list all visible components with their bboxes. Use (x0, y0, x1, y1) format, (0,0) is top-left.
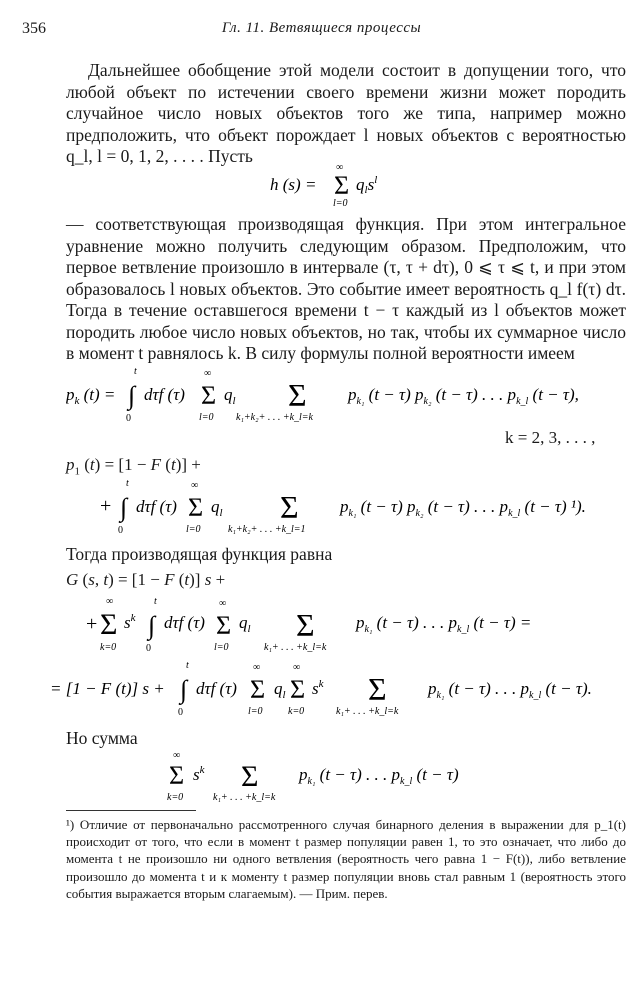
svg-text:= [1 − F (t)] s +: = [1 − F (t)] s + (50, 679, 165, 698)
svg-text:ql: $q_l$ (224, 385, 236, 407)
svg-text:pk₁ (t − τ) pk₂ (t − τ) . . .: $p_{k_1}$ (t − τ) $p_{k_2}$ (t − τ) . . . $p_{k\_l}$ (t − τ) ¹). (340, 497, 586, 519)
svg-text:Σ: Σ (188, 493, 204, 522)
equation-p1-line1: $p_1$ (t) = [1 − F (t)] + (66, 455, 201, 478)
svg-text:t: t (134, 366, 137, 377)
svg-text:t: t (154, 596, 157, 607)
svg-text:0: 0 (146, 643, 151, 654)
svg-text:∞: ∞ (219, 598, 227, 609)
svg-text:+: + (100, 495, 112, 517)
svg-text:Σ: Σ (201, 381, 217, 410)
equation-G-line2 (86, 594, 626, 656)
svg-text:dτf (τ): dτf (τ) (196, 679, 237, 698)
svg-text:∞: ∞ (173, 750, 181, 761)
svg-text:dτf (τ): dτf (τ) (144, 385, 185, 404)
svg-text:sk: $s^k$ (124, 612, 136, 632)
svg-text:k₁+k₂+ . . . +k_l=k: k₁+k₂+ . . . +k_l=k (236, 412, 313, 423)
svg-text:0: 0 (118, 525, 123, 536)
svg-text:Σ: Σ (288, 377, 307, 413)
page-number: 356 (22, 20, 46, 37)
svg-text:k₁+ . . . +k_l=k: k₁+ . . . +k_l=k (264, 642, 327, 653)
paragraph-4: Но сумма (66, 728, 138, 748)
svg-text:Σ: Σ (241, 760, 259, 793)
svg-text:Σ: Σ (280, 489, 299, 525)
svg-text:pk₁ (t − τ) pk₂ (t − τ) . . .: $p_{k_1}$ (t − τ) $p_{k_2}$ (t − τ) . . . $p_{k\_l}$ (t − τ), (348, 385, 579, 407)
paragraph-3: Тогда производящая функция равна (66, 544, 333, 564)
svg-text:∞: ∞ (253, 662, 261, 673)
svg-text:Σ: Σ (100, 608, 118, 641)
svg-text:+: + (86, 613, 98, 635)
equation-h (250, 160, 430, 210)
svg-text:∫: ∫ (180, 675, 188, 704)
svg-text:k₁+k₂+ . . . +k_l=1: k₁+k₂+ . . . +k_l=1 (228, 524, 306, 535)
svg-text:Σ: Σ (216, 611, 232, 640)
footnote: ¹) Отличие от первоначально рассмотренного случая бинарного деления в выражении для p_1(t) происходит от того, что если в момент t размер популяции равен 1, то это означает, что либо до момента t не произошло ни одного ветвления (вероятность чего равна 1 − F(t)), либо ветвление произошло до момента t и к моменту t размер популяции вновь стал равным 1 (вероятность этого события выражается вторым слагаемым). — Прим. перев. (66, 817, 626, 901)
svg-text:h (s) =: h (s) = (270, 175, 317, 194)
equation-G-line3 (50, 656, 640, 720)
svg-text:∞: ∞ (204, 368, 212, 379)
svg-text:Σ: Σ (250, 675, 266, 704)
svg-text:∞: ∞ (191, 480, 199, 491)
svg-text:t: t (186, 660, 189, 671)
svg-text:0: 0 (126, 413, 131, 424)
svg-text:ql: $q_l$ (239, 613, 251, 635)
svg-text:sk: $s^k$ (193, 764, 205, 784)
svg-text:∞: ∞ (293, 662, 301, 673)
equation-pk-condition: k = 2, 3, . . . , (505, 428, 596, 447)
svg-text:Σ: Σ (169, 761, 185, 790)
svg-text:pk₁ (t − τ) . . . pk_l (t − τ): $p_{k_1}$ (t − τ) . . . $p_{k\_l}$ (t − τ) = (356, 613, 532, 635)
svg-text:l=0: l=0 (186, 524, 201, 535)
svg-text:pk (t) =: $p_k$ (t) = (66, 385, 116, 407)
svg-text:dτf (τ): dτf (τ) (136, 497, 177, 516)
svg-text:k₁+ . . . +k_l=k: k₁+ . . . +k_l=k (336, 706, 399, 717)
svg-text:∞: ∞ (336, 162, 344, 173)
svg-text:Σ: Σ (334, 171, 350, 200)
svg-text:dτf (τ): dτf (τ) (164, 613, 205, 632)
svg-text:l=0: l=0 (199, 412, 214, 423)
svg-text:k=0: k=0 (100, 642, 117, 653)
svg-text:pk₁ (t − τ) . . . pk_l (t − τ): $p_{k_1}$ (t − τ) . . . $p_{k\_l}$ (t − τ) (299, 765, 459, 787)
svg-text:ql: $q_l$ (211, 497, 223, 519)
svg-text:∞: ∞ (106, 596, 114, 607)
svg-text:Σ: Σ (290, 675, 306, 704)
svg-text:pk₁ (t − τ) . . . pk_l (t − τ): $p_{k_1}$ (t − τ) . . . $p_{k\_l}$ (t − τ). (428, 679, 592, 701)
paragraph-2: — соответствующая производящая функция. При этом интегральное уравнение можно получить следующим образом. Предположим, что первое ветвление произошло в интервале (τ, τ + dτ), 0 ⩽ τ ⩽ t, и при этом образовалось l новых объектов. Это событие имеет вероятность q_l f(τ) dτ. Тогда в течение оставшегося времени t − τ каждый из l объектов может породить любое число новых объектов, но так, чтобы их суммарное число в момент t равнялось k. В силу формулы полной вероятности имеем (66, 214, 626, 363)
svg-text:Σ: Σ (368, 671, 387, 707)
svg-text:qlsl: qls$^l$ (356, 174, 378, 196)
svg-text:k=0: k=0 (167, 792, 184, 803)
equation-sum (165, 748, 525, 806)
svg-text:l=0: l=0 (214, 642, 229, 653)
running-head: Гл. 11. Ветвящиеся процессы (221, 20, 422, 36)
svg-text:∫: ∫ (120, 493, 128, 522)
svg-text:k=0: k=0 (288, 706, 305, 717)
svg-text:0: 0 (178, 707, 183, 718)
svg-text:l=0: l=0 (333, 198, 348, 209)
equation-G-line1: G (s, t) = [1 − F (t)] s + (66, 570, 226, 589)
svg-text:sk: $s^k$ (312, 678, 324, 698)
svg-text:ql: $q_l$ (274, 679, 286, 701)
footnote-rule (66, 810, 196, 811)
equation-pk (66, 366, 636, 426)
equation-p1-line2 (100, 478, 640, 538)
svg-text:∫: ∫ (128, 381, 136, 410)
svg-text:∫: ∫ (148, 611, 156, 640)
svg-text:k₁+ . . . +k_l=k: k₁+ . . . +k_l=k (213, 792, 276, 803)
paragraph-1: Дальнейшее обобщение этой модели состоит в допущении того, что любой объект по истечении своего времени жизни может породить случайное число новых объектов того же типа, например можно предположить, что объект порождает l новых объектов с вероятностью q_l, l = 0, 1, 2, . . . . Пусть (66, 60, 626, 166)
svg-text:Σ: Σ (296, 607, 315, 643)
svg-text:l=0: l=0 (248, 706, 263, 717)
svg-text:t: t (126, 478, 129, 489)
